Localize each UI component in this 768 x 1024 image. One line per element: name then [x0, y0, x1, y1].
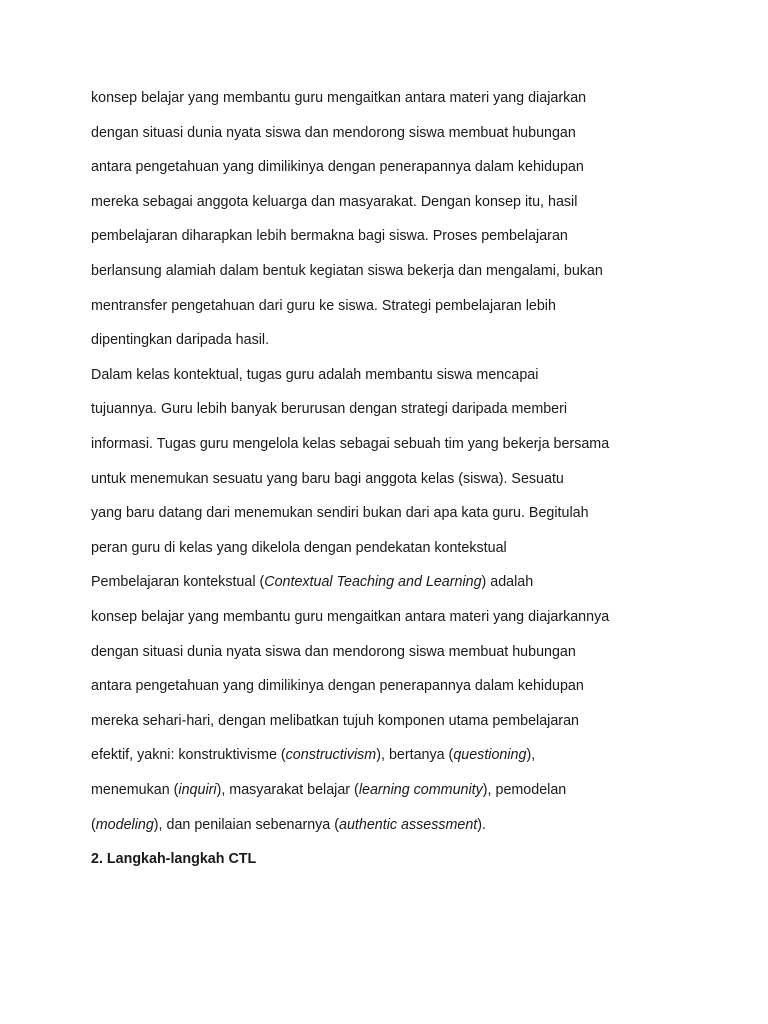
text-line	[91, 124, 576, 142]
text-segment: berlansung alamiah dalam bentuk kegiatan siswa bekerja dan mengalami, bukan	[91, 263, 603, 279]
text-line	[91, 331, 269, 349]
text-segment: ),	[526, 747, 536, 764]
text-segment: ) adalah	[481, 574, 534, 591]
text-segment: ), bertanya (	[376, 747, 454, 764]
text-segment: ), masyarakat belajar (	[216, 782, 359, 798]
text-segment: mereka sebagai anggota keluarga dan masyarakat. Dengan konsep itu, hasil	[91, 193, 578, 210]
text-line	[91, 435, 609, 453]
text-segment: Pembelajaran kontekstual (	[91, 574, 265, 591]
text-segment: untuk menemukan sesuatu yang baru bagi anggota kelas (siswa). Sesuatu	[91, 470, 564, 487]
text-segment: efektif, yakni: konstruktivisme (	[91, 747, 286, 764]
text-line	[91, 573, 533, 591]
text-line	[91, 400, 567, 418]
text-segment: yang baru datang dari menemukan sendiri bukan dari apa kata guru. Begitulah	[91, 505, 589, 522]
text-segment: ), pemodelan	[482, 782, 567, 798]
text-line	[91, 643, 576, 661]
text-segment: dengan situasi dunia nyata siswa dan mendorong siswa membuat hubungan	[91, 124, 576, 141]
text-line	[91, 816, 486, 834]
text-segment: konsep belajar yang membantu guru mengaitkan antara materi yang diajarkannya	[91, 609, 610, 625]
text-line	[91, 539, 507, 557]
text-segment: konsep belajar yang membantu guru mengaitkan antara materi yang diajarkan	[91, 90, 587, 106]
text-line	[91, 677, 584, 695]
section-heading: 2. Langkah-langkah CTL	[91, 851, 257, 868]
italic-term: Contextual Teaching and Learning	[264, 574, 482, 591]
text-line	[91, 297, 556, 315]
text-segment: informasi. Tugas guru mengelola kelas sebagai sebuah tim yang bekerja bersama	[91, 436, 610, 452]
text-segment: pembelajaran diharapkan lebih bermakna bagi siswa. Proses pembelajaran	[91, 228, 568, 245]
italic-term: constructivism	[285, 747, 377, 764]
text-line	[91, 504, 589, 522]
text-line	[91, 470, 564, 488]
italic-term: authentic assessment	[339, 816, 478, 833]
italic-term: learning community	[358, 782, 483, 798]
text-line	[91, 712, 579, 730]
text-line	[91, 608, 609, 626]
text-segment: dipentingkan daripada hasil.	[91, 332, 270, 349]
text-line	[91, 193, 577, 211]
text-segment: dengan situasi dunia nyata siswa dan mendorong siswa membuat hubungan	[91, 643, 576, 660]
italic-term: inquiri	[178, 782, 217, 798]
text-segment: (	[91, 816, 96, 833]
text-line	[91, 781, 566, 799]
text-segment: ).	[477, 816, 487, 833]
text-segment: Dalam kelas kontektual, tugas guru adalah membantu siswa mencapai	[91, 366, 539, 383]
italic-term: questioning	[453, 747, 527, 764]
text-segment: peran guru di kelas yang dikelola dengan pendekatan kontekstual	[91, 539, 507, 556]
text-line	[91, 746, 535, 764]
text-segment: antara pengetahuan yang dimilikinya dengan penerapannya dalam kehidupan	[91, 159, 584, 176]
text-line	[91, 366, 538, 384]
text-segment: menemukan (	[91, 782, 179, 798]
text-segment: mentransfer pengetahuan dari guru ke siswa. Strategi pembelajaran lebih	[91, 297, 556, 314]
text-segment: antara pengetahuan yang dimilikinya dengan penerapannya dalam kehidupan	[91, 678, 584, 695]
text-segment: ), dan penilaian sebenarnya (	[153, 816, 339, 833]
text-segment: mereka sehari-hari, dengan melibatkan tujuh komponen utama pembelajaran	[91, 712, 579, 729]
text-segment: tujuannya. Guru lebih banyak berurusan dengan strategi daripada memberi	[91, 401, 568, 418]
italic-term: modeling	[95, 816, 154, 833]
text-line	[91, 158, 584, 176]
text-line	[91, 89, 586, 107]
text-line	[91, 227, 568, 245]
text-line	[91, 262, 603, 280]
